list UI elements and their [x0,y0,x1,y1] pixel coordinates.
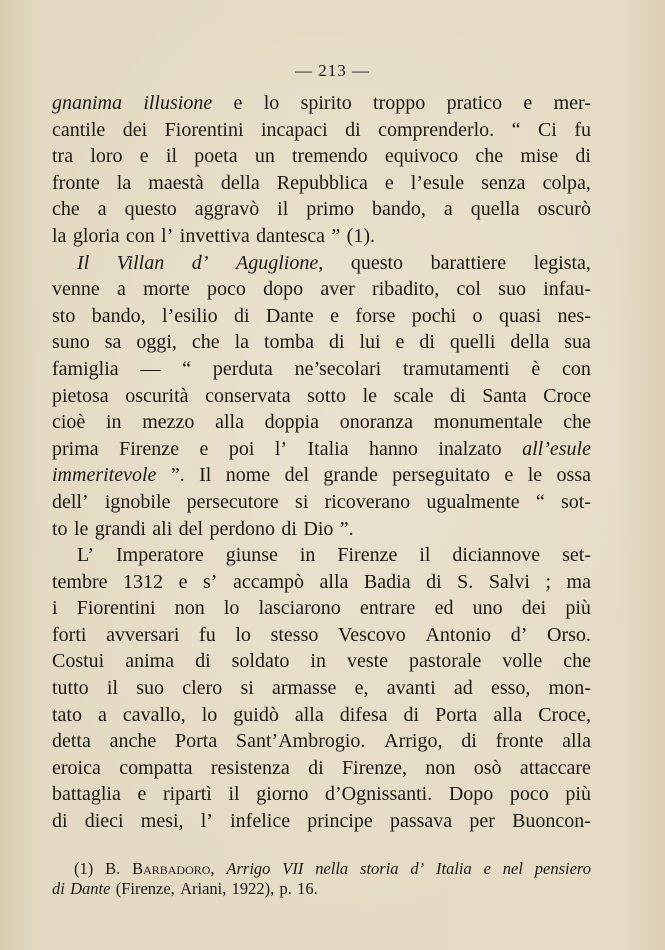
text-line: famiglia — “ perduta ne’secolari tramutamenti è con [52,357,591,380]
text-line: tutto il suo clero si armasse e, avanti ad esso, mon- [52,677,591,700]
text-line: gnanima illusione e lo spirito troppo pratico e mer- [52,92,591,114]
text-line: detta anche Porta Sant’Ambrogio. Arrigo, di fronte alla [52,730,591,753]
text-line: tra loro e il poeta un tremendo equivoco che mise di [52,145,591,168]
text-line: to le grandi ali del perdono di Dio ”. [52,517,354,540]
text-line: cioè in mezzo alla doppia onoranza monumentale che [52,411,591,434]
text-line: fronte la maestà della Repubblica e l’esule senza colpa, [52,171,591,194]
text-line: tembre 1312 e s’ accampò alla Badia di S. Salvi ; ma [52,570,591,593]
text-line: Costui anima di soldato in veste pastorale volle che [52,650,591,673]
text-line: prima Firenze e poi l’ Italia hanno inalzato all’esule [52,437,591,460]
text-line: pietosa oscurità conservata sotto le scale di Santa Croce [52,384,591,407]
text-line: i Fiorentini non lo lasciarono entrare ed uno dei più [52,597,591,620]
text-line: suno sa oggi, che la tomba di lui e di quelli della sua [52,331,591,354]
footnote [52,859,591,899]
text-line: eroica compatta resistenza di Firenze, non osò attaccare [52,756,591,779]
footnote-line: di Dante (Firenze, Ariani, 1922), p. 16. [52,879,318,898]
text-line: dell’ ignobile persecutore si ricoverano ugualmente “ sot- [52,490,591,513]
text-line: forti avversari fu lo stesso Vescovo Antonio d’ Orso. [52,623,591,646]
page-number: — 213 — [295,61,370,80]
text-line: Il Villan d’ Aguglione, questo barattiere legista, [77,251,591,274]
text-line: tato a cavallo, lo guidò alla difesa di Porta alla Croce, [52,703,591,726]
footnote-line: (1) B. Barbadoro, Arrigo VII nella storia d’ Italia e nel pensiero [74,859,591,878]
text-line: battaglia e ripartì il giorno d’Ognissanti. Dopo poco più [52,783,591,806]
text-line: venne a morte poco dopo aver ribadito, col suo infau- [52,278,591,301]
text-line: sto bando, l’esilio di Dante e forse pochi o quasi nes- [52,304,591,327]
text-line: L’ Imperatore giunse in Firenze il diciannove set- [77,544,591,567]
text-line: cantile dei Fiorentini incapaci di comprenderlo. “ Ci fu [52,118,591,141]
main-text [52,90,591,835]
text-line: di dieci mesi, l’ infelice principe passava per Buoncon- [52,810,591,833]
text-line: la gloria con l’ invettiva dantesca ” (1). [52,224,375,247]
text-line: che a questo aggravò il primo bando, a quella oscurò [52,198,591,221]
text-line: immeritevole ”. Il nome del grande perseguitato e le ossa [52,464,591,487]
